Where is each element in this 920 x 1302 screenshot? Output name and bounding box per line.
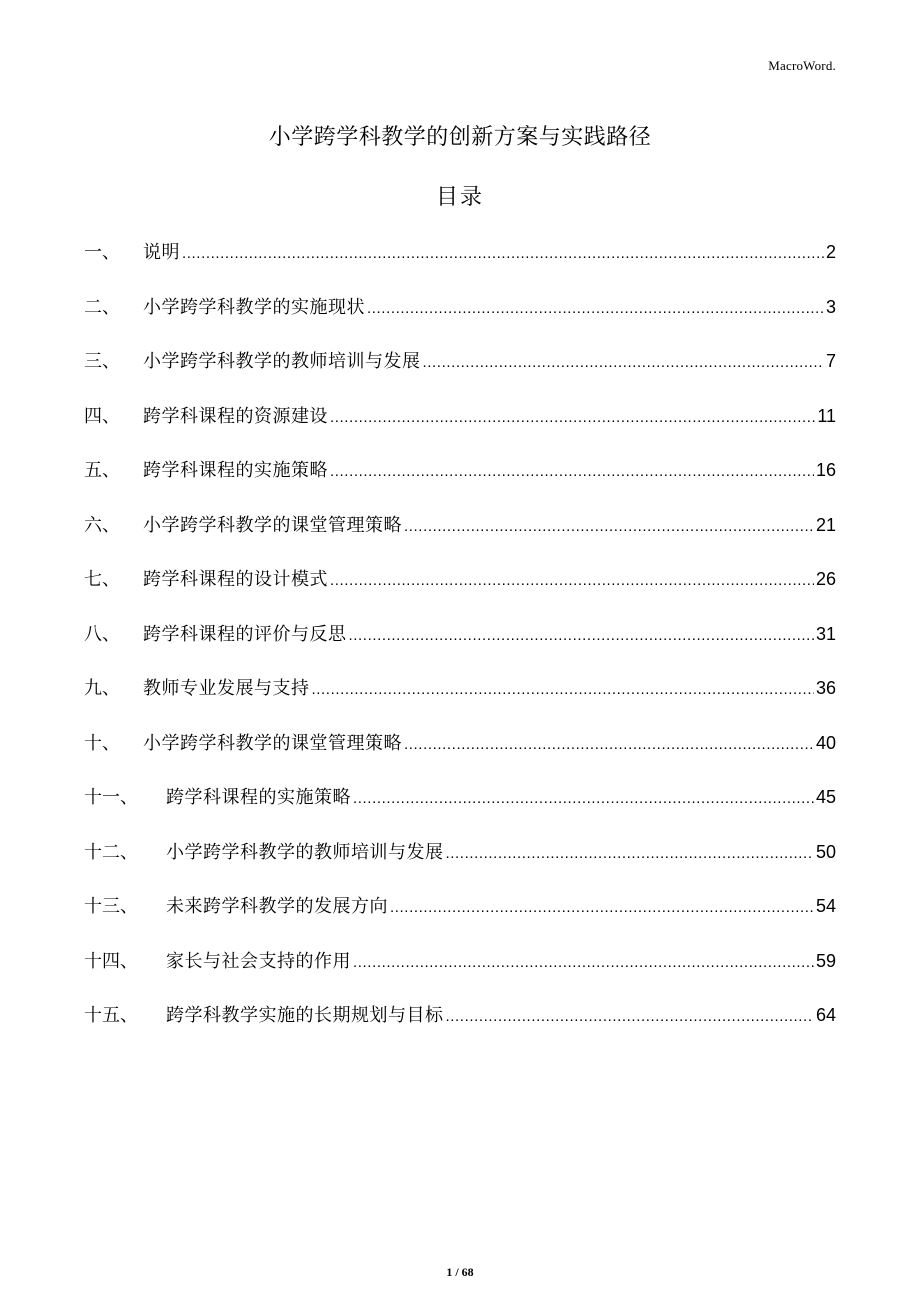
- toc-entry-text: 说明: [143, 242, 180, 263]
- toc-entry[interactable]: [84, 505, 836, 560]
- toc-entry[interactable]: [84, 396, 836, 451]
- header-mark: MacroWord.: [768, 58, 836, 73]
- toc-entry-page: 3: [825, 296, 836, 317]
- toc-entry[interactable]: [84, 232, 836, 287]
- toc-dot-leader: [446, 997, 814, 1037]
- toc-dot-leader: [349, 616, 814, 656]
- toc-entry-page: 16: [815, 460, 836, 480]
- toc-entry-number: 九、: [84, 678, 120, 699]
- toc-dot-leader: [446, 834, 814, 874]
- toc-entry[interactable]: [84, 941, 836, 996]
- toc-entry-number: 二、: [84, 296, 120, 318]
- toc-entry-number: 五、: [84, 460, 120, 481]
- toc-entry-text: 教师专业发展与支持: [143, 678, 310, 699]
- document-title: 小学跨学科教学的创新方案与实践路径: [268, 125, 652, 150]
- toc-entry-text: 跨学科教学实施的长期规划与目标: [166, 1005, 444, 1026]
- toc-entry-page: 36: [815, 678, 836, 698]
- toc-entry-page: 45: [815, 787, 836, 807]
- toc-dot-leader: [312, 670, 814, 710]
- toc-entry[interactable]: [84, 832, 836, 887]
- toc-entry-text: 小学跨学科教学的教师培训与发展: [166, 841, 444, 863]
- toc-entry[interactable]: [84, 450, 836, 505]
- toc-dot-leader: [330, 398, 815, 438]
- toc-dot-leader: [390, 888, 814, 928]
- toc-entry-text: 家长与社会支持的作用: [166, 950, 351, 972]
- toc-entry[interactable]: [84, 668, 836, 723]
- toc-entry-text: 跨学科课程的实施策略: [166, 787, 351, 808]
- toc-entry[interactable]: [84, 995, 836, 1050]
- toc-heading: 目录: [435, 185, 484, 210]
- toc-entry-number: 十五、: [84, 1005, 138, 1026]
- toc-dot-leader: [330, 561, 814, 601]
- toc-entry-page: 64: [815, 1005, 836, 1025]
- toc-dot-leader: [353, 779, 814, 819]
- toc-entry-page: 26: [815, 569, 836, 589]
- toc-entry-page: 50: [815, 841, 836, 862]
- toc-entry-number: 十一、: [84, 787, 138, 808]
- toc-entry-number: 一、: [84, 242, 120, 263]
- toc-dot-leader: [353, 943, 814, 983]
- toc-entry-text: 小学跨学科教学的课堂管理策略: [143, 732, 402, 754]
- toc-dot-leader: [182, 234, 824, 274]
- toc-dot-leader: [404, 507, 814, 547]
- toc-entry[interactable]: [84, 614, 836, 669]
- toc-entry-page: 54: [815, 896, 836, 916]
- toc-entry[interactable]: [84, 723, 836, 778]
- toc-entry-page: 31: [815, 623, 836, 644]
- toc-entry-page: 2: [825, 242, 836, 262]
- toc-entry-number: 三、: [84, 351, 120, 372]
- toc-entry[interactable]: [84, 559, 836, 614]
- toc-entry-text: 未来跨学科教学的发展方向: [166, 896, 388, 917]
- toc-entry-number: 十、: [84, 732, 120, 754]
- toc-dot-leader: [423, 343, 824, 383]
- toc-entry-number: 八、: [84, 623, 120, 645]
- toc-entry-page: 59: [815, 950, 836, 971]
- toc-dot-leader: [404, 725, 814, 765]
- toc-entry-number: 六、: [84, 514, 120, 536]
- toc-dot-leader: [367, 289, 824, 329]
- toc-entry-text: 跨学科课程的设计模式: [143, 569, 328, 590]
- toc-entry-page: 7: [825, 351, 836, 371]
- toc-entry[interactable]: [84, 287, 836, 342]
- toc-entry[interactable]: [84, 341, 836, 396]
- toc-entry-number: 七、: [84, 569, 120, 590]
- toc-entry-number: 四、: [84, 405, 120, 427]
- toc-entry-number: 十二、: [84, 841, 138, 863]
- toc-entry-page: 40: [815, 732, 836, 753]
- page-indicator: 1 / 68: [446, 1265, 474, 1279]
- toc-entry-number: 十三、: [84, 896, 138, 917]
- toc-entry-text: 跨学科课程的资源建设: [143, 405, 328, 427]
- toc-entry[interactable]: [84, 886, 836, 941]
- toc-entry-number: 十四、: [84, 950, 138, 972]
- toc-entry-text: 小学跨学科教学的实施现状: [143, 296, 365, 318]
- toc-entry-text: 小学跨学科教学的教师培训与发展: [143, 351, 421, 372]
- toc-entry-text: 跨学科课程的评价与反思: [143, 623, 347, 645]
- toc-entry-text: 小学跨学科教学的课堂管理策略: [143, 514, 402, 536]
- toc-dot-leader: [330, 452, 814, 492]
- toc-entry-text: 跨学科课程的实施策略: [143, 460, 328, 481]
- toc-entry-page: 21: [815, 514, 836, 535]
- toc-entry-page: 11: [817, 405, 836, 426]
- toc-entry[interactable]: [84, 777, 836, 832]
- table-of-contents: [84, 232, 836, 1050]
